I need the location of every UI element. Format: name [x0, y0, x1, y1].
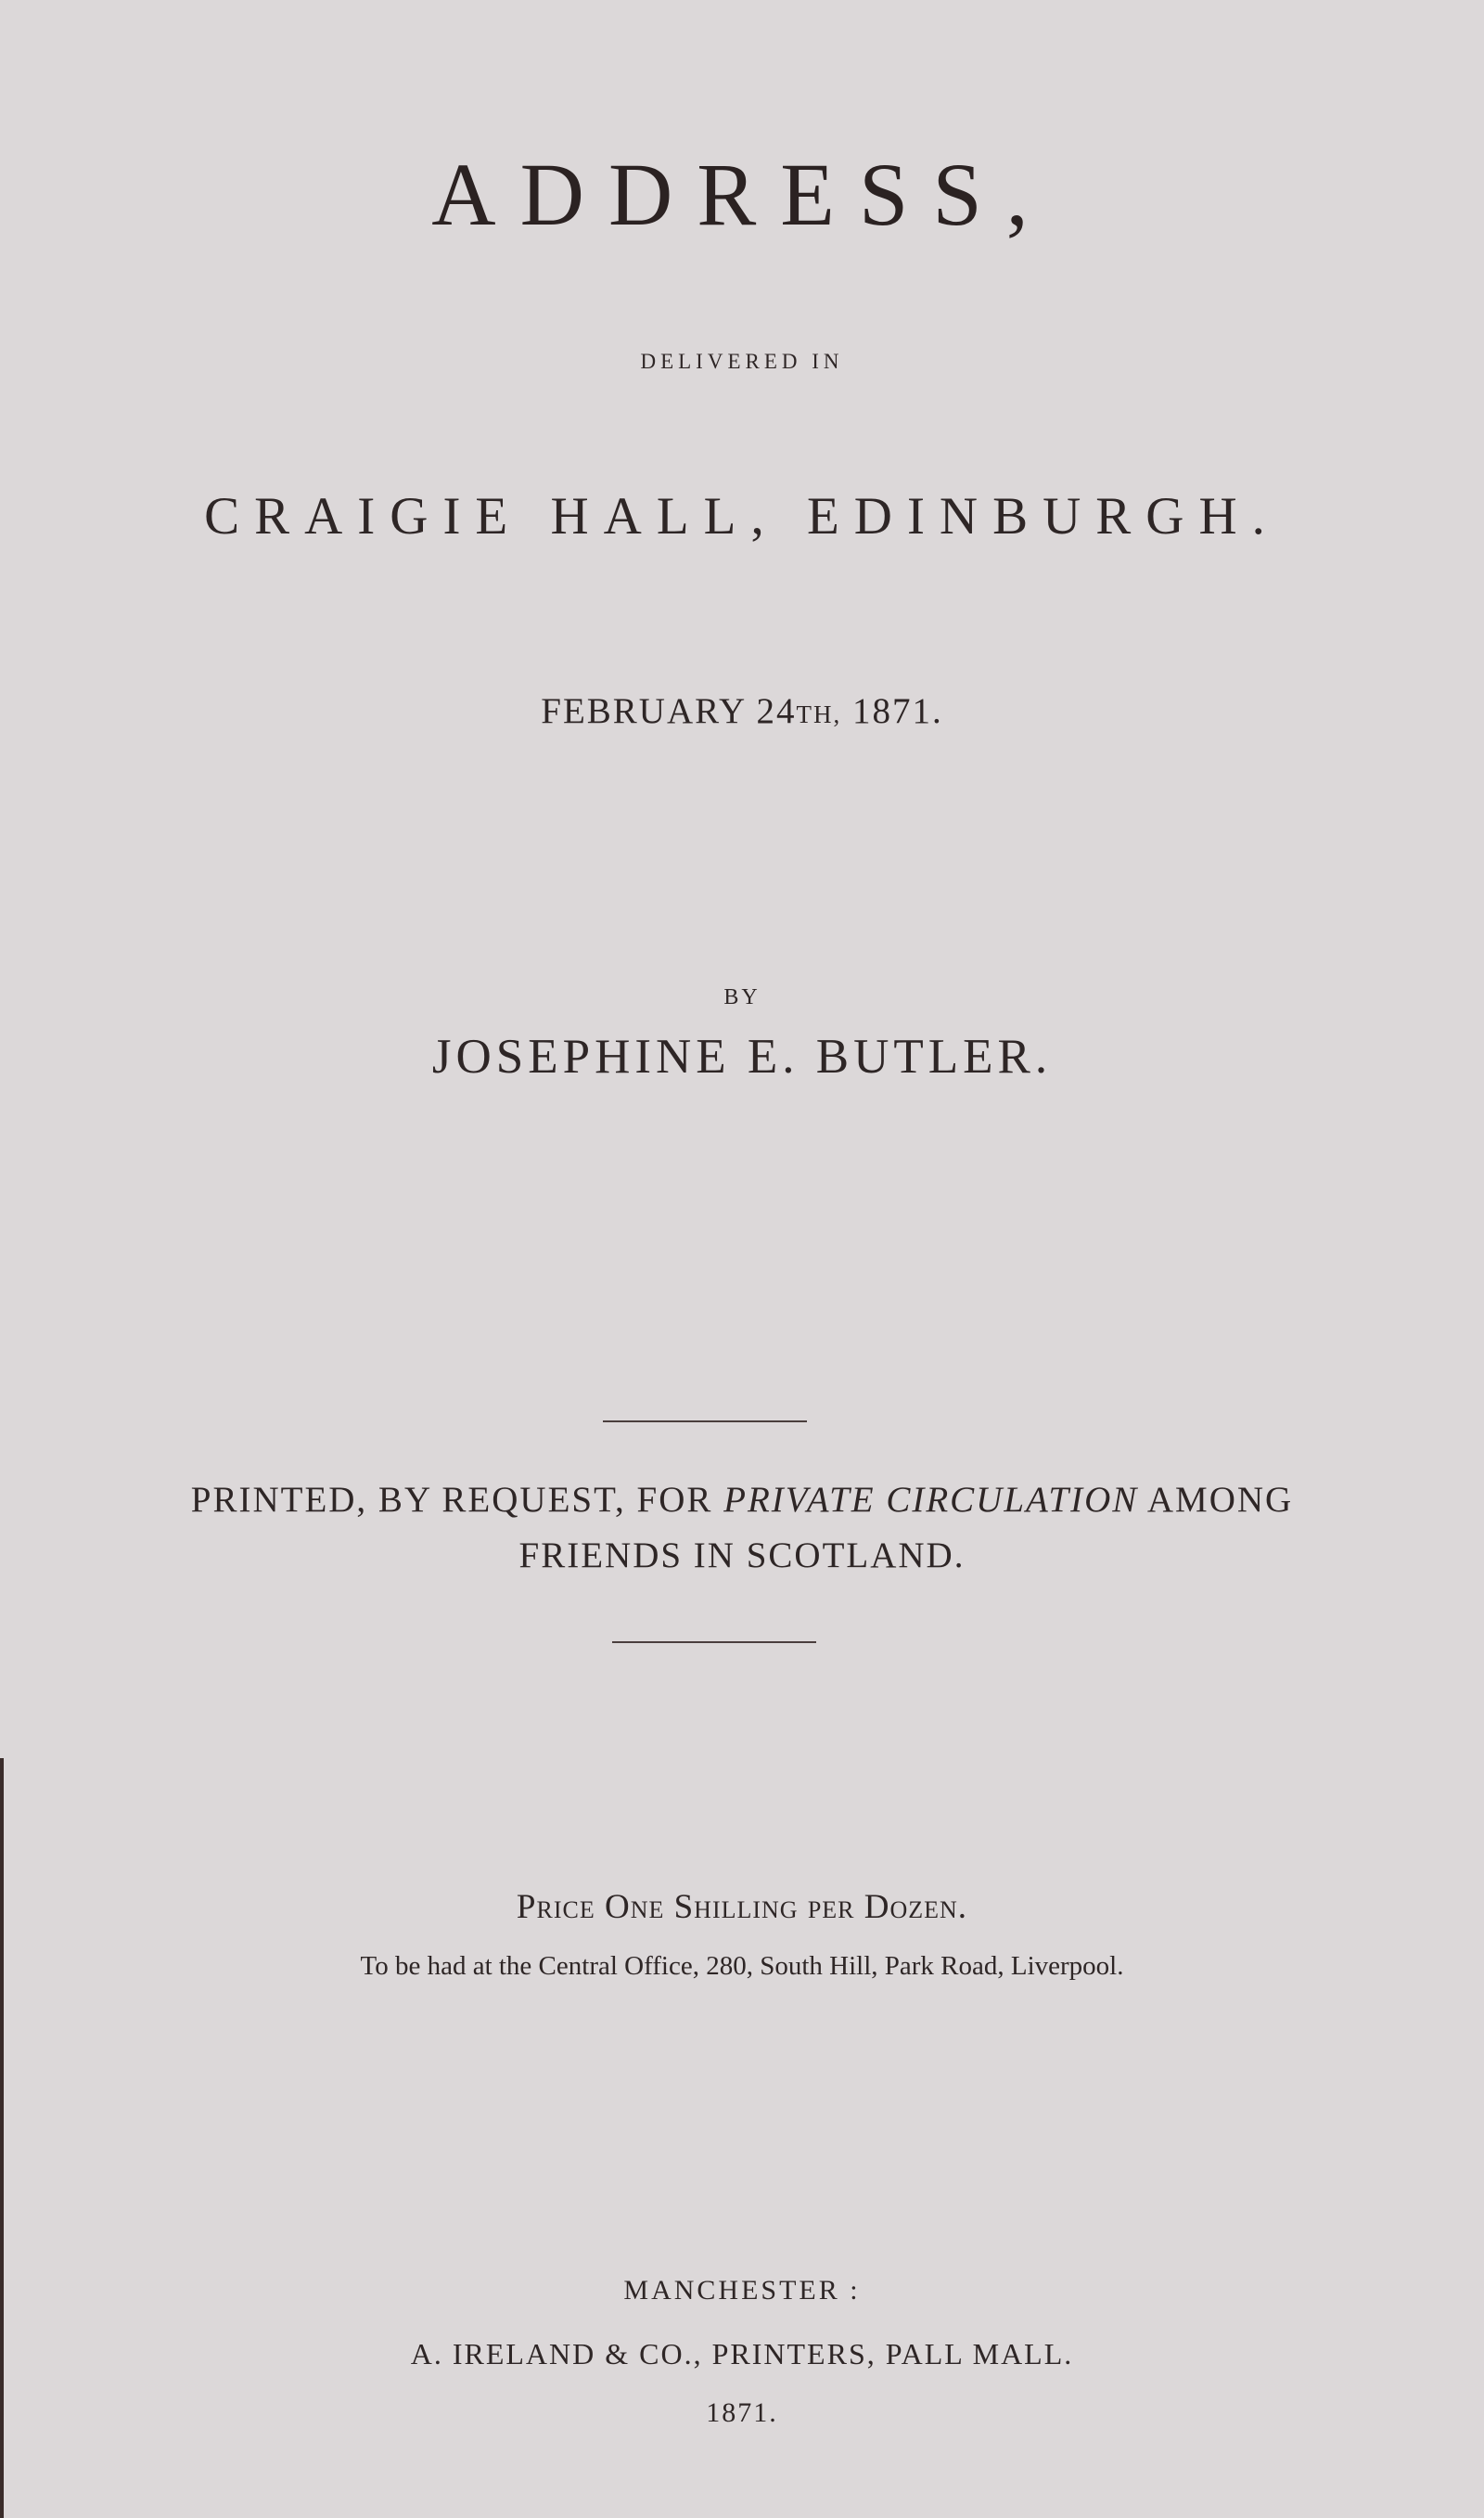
date-month: FEBRUARY [541, 691, 746, 731]
venue: CRAIGIE HALL, EDINBURGH. [204, 487, 1280, 546]
printed-italic: PRIVATE CIRCULATION [723, 1480, 1139, 1520]
by-line: BY [723, 985, 761, 1009]
author: JOSEPHINE E. BUTLER. [431, 1030, 1053, 1084]
imprint-year: 1871. [706, 2397, 778, 2428]
title: ADDRESS, [431, 145, 1053, 244]
price-line: Price One Shilling per Dozen. [516, 1888, 968, 1926]
printed-line-2: FRIENDS IN SCOTLAND. [518, 1535, 966, 1575]
printed-prefix: PRINTED, BY REQUEST, FOR [190, 1480, 713, 1520]
divider-rule-top [603, 1420, 807, 1422]
office-line: To be had at the Central Office, 280, South Hill, Park Road, Liverpool. [360, 1951, 1124, 1981]
printed-line-1 [0, 1477, 1484, 1523]
date-year: 1871. [851, 691, 943, 731]
imprint-city: MANCHESTER : [623, 2275, 861, 2306]
imprint-printer: A. IRELAND & CO., PRINTERS, PALL MALL. [410, 2337, 1074, 2370]
delivered-line: DELIVERED IN [640, 350, 844, 373]
date-line [0, 688, 1484, 738]
divider-rule-bottom [612, 1641, 816, 1643]
printed-suffix: AMONG [1146, 1480, 1294, 1520]
date-day: 24TH, [756, 691, 842, 731]
date-day-suffix: TH, [796, 700, 842, 728]
